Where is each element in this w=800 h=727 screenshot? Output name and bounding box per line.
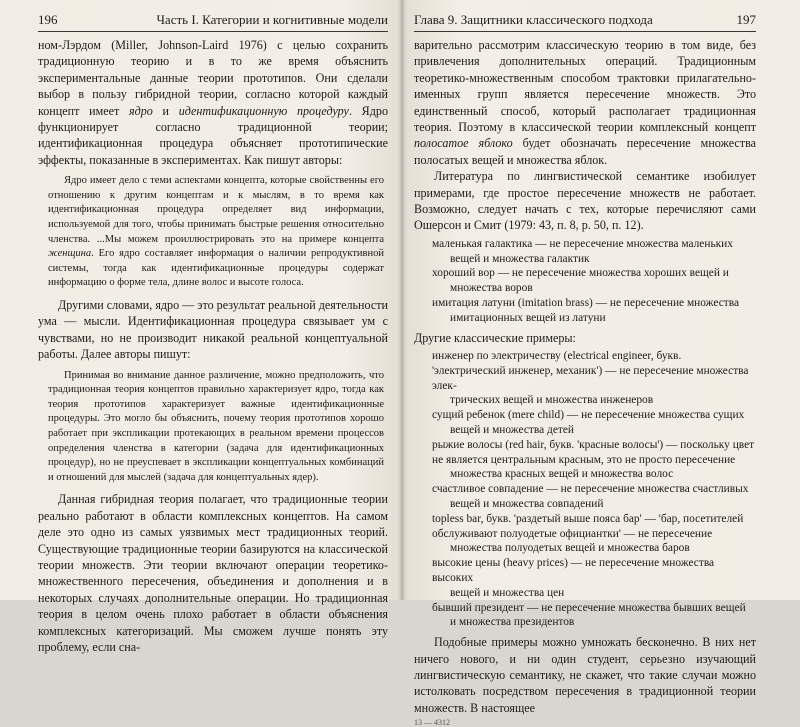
left-quote-1: Ядро имеет дело с теми аспектами концепта, которые свойственны его отношению к другим концептам и к мыслям, в то время как идентификационная процедура определяет вид информации, используемой для того, чтобы принимать быстрые решения относительно членства. ...Мы можем проиллюстрировать это на примере концепта женщина. Его ядро составляет информация о наличии репродуктивной системы, тогда как идентификационные процедуры содержат информацию о форме тела, длине волос и высоте голоса. xyxy=(48,175,384,289)
right-page xyxy=(402,0,800,727)
right-body xyxy=(414,37,756,234)
list-item: topless bar, букв. 'раздетый выше пояса бар' — 'бар, посетителей обслуживают полуодетые официантки' — не пересечение множества полуодетых вещей и множества баров xyxy=(432,512,744,555)
list-item: рыжие волосы (red hair, букв. 'красные волосы') — поскольку цвет не является центральным красным, это не просто пересечение множества красных вещей и множества волос xyxy=(432,438,755,481)
left-running-title: Часть I. Категории и когнитивные модели xyxy=(156,12,388,27)
examples-list-2 xyxy=(414,349,756,630)
list-item: высокие цены (heavy prices) — не пересечение множества высоких вещей и множества цен xyxy=(432,557,715,599)
other-examples-label: Другие классические примеры: xyxy=(414,330,576,345)
left-body-2 xyxy=(38,297,388,363)
left-paragraph-3: Данная гибридная теория полагает, что традиционные теории реально работают в области комплексных концептов. На самом деле это одно из самых уязвимых мест традиционных теорий. Существующие традиционные теории базируются на классической теории множеств. Эти теории включают операции теоретико-множественного пересечения, объединения и дополнения и в некоторых случаях дополнительные операции. Но традиционная теория в целом очень плохо работает в области объяснения комплексных категоризаций. Мы сможем лучше понять эту проблему, если сна- xyxy=(38,492,388,655)
list-item: хороший вор — не пересечение множества хороших вещей и множества воров xyxy=(432,267,729,295)
right-paragraph-2: Литература по лингвистической семантике изобилует примерами, где простое пересечение множеств не работает. Возможно, следует начать с тех, которые перечисляют сами Ошерсон и Смит (1979: 43, п. 8, р. 50, п. 12). xyxy=(414,169,756,233)
list-item: маленькая галактика — не пересечение множества маленьких вещей и множества галактик xyxy=(432,237,733,265)
right-running-head xyxy=(414,12,756,32)
page-number-left: 196 xyxy=(38,12,58,27)
right-body-3 xyxy=(414,634,756,716)
left-paragraph-1: ном-Лэрдом (Miller, Johnson-Laird 1976) с целью сохранить традиционную теорию и в то же время объяснить экспериментальные данные теории прототипов. Они сделали выбор в пользу гибридной теории, согласно которой каждый концепт имеет ядро и идентификационную процедуру. Ядро функционирует согласно традиционной теории; идентификационная процедура объясняет прототипические эффекты, показанные в экспериментах. Как пишут авторы: xyxy=(38,38,388,167)
right-paragraph-3: Подобные примеры можно умножать бесконечно. В них нет ничего нового, и ни один студент, серьезно изучающий лингвистическую семантику, не скажет, что такие случаи можно истолковать посредством пересечения в традиционной теории множеств. В настоящее xyxy=(414,635,756,715)
right-paragraph-1: варительно рассмотрим классическую теорию в том виде, без привлечения дополнительных операций. Традиционным теоретико-множественным способом трактовки прилагательно-именных групп является пересечение множеств. Это единственный способ, который располагает традиционная теория. Поэтому в классической теории комплексный концепт полосатое яблоко будет обозначать пересечение множества полосатых вещей и множества яблок. xyxy=(414,38,756,167)
left-page xyxy=(0,0,402,655)
left-running-head xyxy=(38,12,388,32)
printer-signature: 13 — 4312 xyxy=(414,718,450,727)
examples-list-1 xyxy=(414,237,756,326)
list-item: инженер по электричеству (electrical engineer, букв. 'электрический инженер, механик') — не пересечение множества элек- трических вещей и множества инженеров xyxy=(432,350,749,407)
left-paragraph-2: Другими словами, ядро — это результат реальной деятельности ума — мысли. Идентификационная процедура связывает ум с чувствами, но не производит никакой реальной концептуальной работы. Далее авторы пишут: xyxy=(38,298,388,362)
list-item: счастливое совпадение — не пересечение множества счастливых вещей и множества совпадений xyxy=(432,483,749,511)
left-body-3 xyxy=(38,491,388,655)
list-item: имитация латуни (imitation brass) — не пересечение множества имитационных вещей из латуни xyxy=(432,297,740,324)
list-item: бывший президент — не пересечение множества бывших вещей и множества президентов xyxy=(432,601,746,629)
page-number-right: 197 xyxy=(736,12,756,27)
left-quote-2: Принимая во внимание данное различение, можно предположить, что традиционная теория концептов правильно характеризует ядро, тогда как теория прототипов характеризует важные идентификационные процедуры. Это могло бы объяснить, почему теория прототипов хорошо работает при экспликации протекающих в реальном времени процессов определения членства в категории (задача для идентификационных процедур), но не преуспевает в экспликации концептуальных комбинаций и отношений для мыслей (задача для концептуальных ядер). xyxy=(48,369,384,483)
other-examples-label-wrap xyxy=(414,330,756,346)
right-running-title: Глава 9. Защитники классического подхода xyxy=(414,12,653,27)
left-body xyxy=(38,37,388,168)
list-item: сущий ребенок (mere child) — не пересечение множества сущих вещей и множества детей xyxy=(432,409,745,437)
